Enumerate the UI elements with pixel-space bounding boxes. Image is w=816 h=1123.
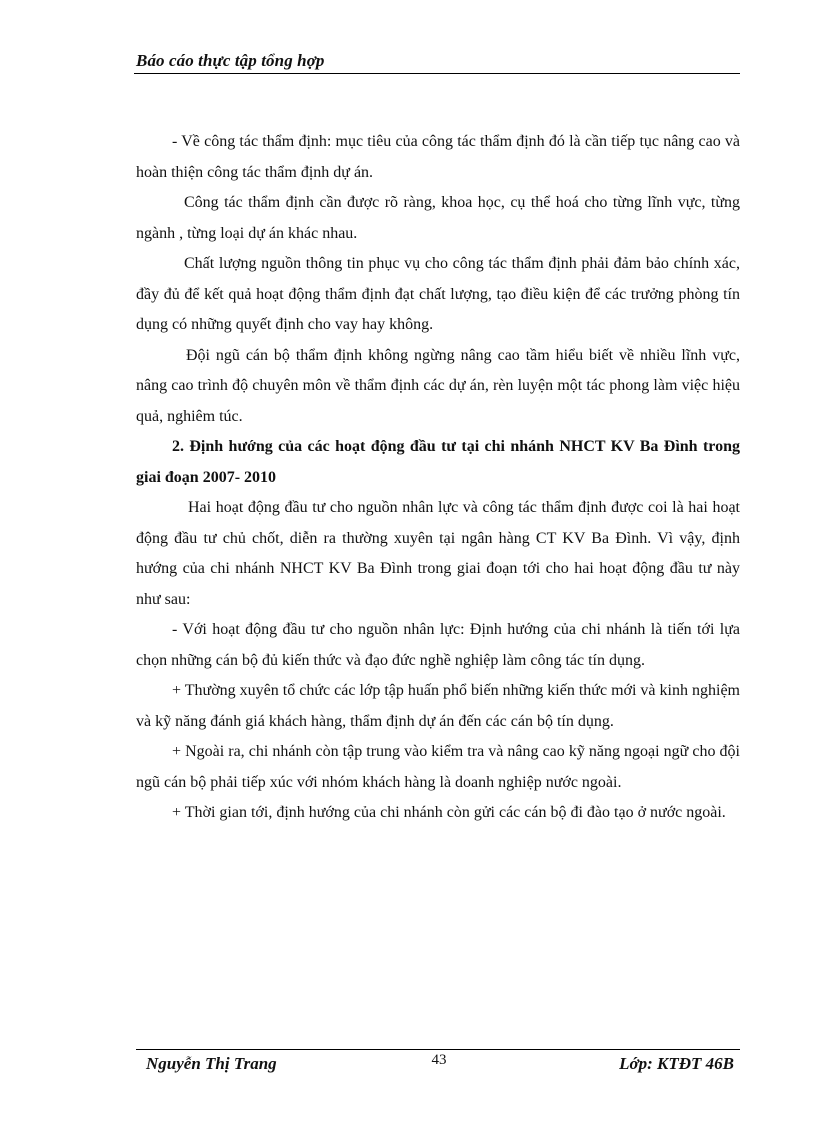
- paragraph-human-resources: - Với hoạt động đầu tư cho nguồn nhân lực: Định hướng của chi nhánh là tiến tới lựa chọn những cán bộ đủ kiến thức và đạo đức nghề nghiệp làm công tác tín dụng.: [136, 621, 740, 669]
- paragraph-appraisal-staff: Đội ngũ cán bộ thẩm định không ngừng nâng cao tầm hiểu biết về nhiều lĩnh vực, nâng cao trình độ chuyên môn về thẩm định các dự án, rèn luyện một tác phong làm việc hiệu quả, nghiêm túc.: [136, 346, 740, 425]
- section-heading: 2. Định hướng của các hoạt động đầu tư tại chi nhánh NHCT KV Ba Đình trong giai đoạn 2007- 2010: [136, 438, 740, 486]
- paragraph-information-quality: Chất lượng nguồn thông tin phục vụ cho công tác thẩm định phải đảm bảo chính xác, đầy đủ để kết quả hoạt động thẩm định đạt chất lượng, tạo điều kiện để các trưởng phòng tín dụng có những quyết định cho vay hay không.: [136, 255, 740, 333]
- footer-rule: [136, 1049, 740, 1050]
- paragraph-overseas-training: + Thời gian tới, định hướng của chi nhánh còn gửi các cán bộ đi đào tạo ở nước ngoài.: [172, 804, 726, 821]
- document-body: [136, 127, 740, 829]
- paragraph-appraisal-goal: - Về công tác thẩm định: mục tiêu của công tác thẩm định đó là cần tiếp tục nâng cao và hoàn thiện công tác thẩm định dự án.: [136, 133, 740, 181]
- page-number: 43: [431, 1052, 447, 1068]
- header-title: Báo cáo thực tập tổng hợp: [136, 51, 325, 70]
- footer-class: Lớp: KTĐT 46B: [619, 1054, 734, 1073]
- page-header: [134, 48, 740, 74]
- paragraph-investment-overview: Hai hoạt động đầu tư cho nguồn nhân lực và công tác thẩm định được coi là hai hoạt động đầu tư chủ chốt, diễn ra thường xuyên tại ngân hàng CT KV Ba Đình. Vì vậy, định hướng của chi nhánh NHCT KV Ba Đình trong giai đoạn tới cho hai hoạt động đầu tư này như sau:: [136, 499, 740, 608]
- paragraph-language-skills: + Ngoài ra, chi nhánh còn tập trung vào kiểm tra và nâng cao kỹ năng ngoại ngữ cho đội ngũ cán bộ phải tiếp xúc với nhóm khách hàng là doanh nghiệp nước ngoài.: [136, 743, 740, 791]
- paragraph-training-courses: + Thường xuyên tổ chức các lớp tập huấn phổ biến những kiến thức mới và kinh nghiệm và kỹ năng đánh giá khách hàng, thẩm định dự án đến các cán bộ tín dụng.: [136, 682, 740, 730]
- paragraph-appraisal-clarity: Công tác thẩm định cần được rõ ràng, khoa học, cụ thể hoá cho từng lĩnh vực, từng ngành , từng loại dự án khác nhau.: [136, 194, 740, 242]
- footer-author: Nguyễn Thị Trang: [146, 1054, 277, 1073]
